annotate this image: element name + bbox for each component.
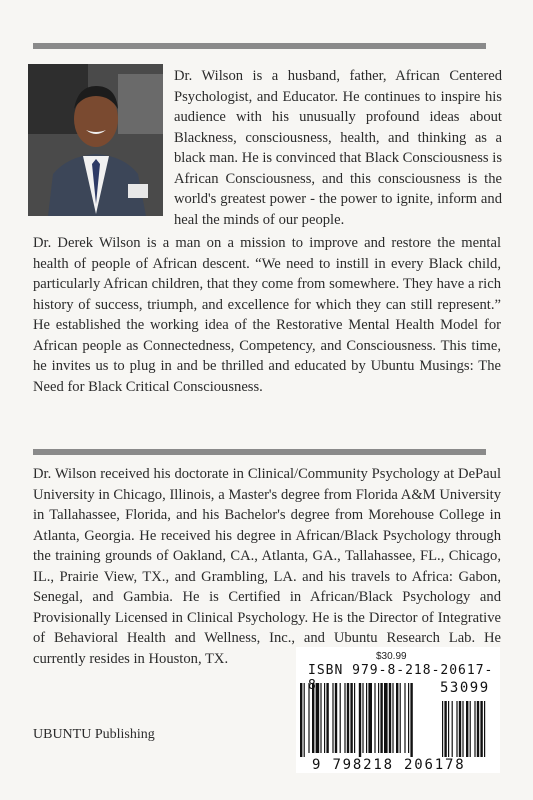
addon-bar (444, 701, 446, 757)
barcode-bar (392, 683, 393, 753)
barcode-bar (359, 683, 361, 757)
addon-bar (456, 701, 457, 757)
barcode-bar (374, 683, 375, 753)
addon-bar (477, 701, 479, 757)
middle-divider (33, 449, 486, 455)
barcode-bar (404, 683, 405, 753)
author-portrait-image (28, 64, 163, 216)
addon-bar (466, 701, 468, 757)
barcode-bar (347, 683, 349, 753)
author-credentials-paragraph: Dr. Wilson received his doctorate in Clinical/Community Psychology at DePaul University in Chicago, Illinois, a Master's degree from Florida A&M University in Tallahassee, Florida, and his Bachelor's degree from Morehouse College in Atlanta, Georgia. He received his degree in African/Black Psychology through the training grounds of Oakland, CA., Atlanta, GA., Tallahassee, FL., Chicago, IL., Prairie View, TX., and Grambling, LA. and his travels to Africa: Gabon, Senegal, and Gambia. He is Certified in African/Black Psychology and Provisionally Licensed in Clinical Psychology. He is the Director of Integrative of Behavioral Health and Wellness, Inc., and Ubuntu Research Lab. He currently resides in Houston, TX. (33, 466, 501, 667)
barcode-bar (384, 683, 388, 753)
addon-bar (474, 701, 475, 757)
barcode-bar (326, 683, 328, 753)
author-photo (28, 64, 163, 216)
barcode-bar (378, 683, 379, 753)
price-addon-code: 53099 (440, 680, 490, 696)
barcode-bar (354, 683, 355, 753)
author-mission-paragraph: Dr. Derek Wilson is a man on a mission to improve and restore the mental health of people of African descent. “We need to instill in every Black child, particularly African children, that they come from somewhere. They have a rich history of success, triumph, and excellence for which they can still represent.” He established the working idea of the Restorative Mental Health Model for African people as Connectedness, Competency, and Consciousness. This time, he invites us to plug in and be thrilled and educated by Ubuntu Musings: The Need for Black Critical Consciousness. (33, 235, 501, 395)
barcode-bar (304, 683, 305, 757)
price-label: $30.99 (376, 651, 407, 662)
addon-bar (470, 701, 471, 757)
barcode-bar (324, 683, 325, 753)
barcode-bar (408, 683, 409, 753)
addon-bar (448, 701, 449, 757)
barcode-bar (308, 683, 309, 753)
addon-bar (442, 701, 443, 757)
addon-bar (459, 701, 461, 757)
barcode-bar (380, 683, 382, 753)
addon-bar (480, 701, 482, 757)
barcode-bar (340, 683, 341, 753)
top-divider (33, 43, 486, 49)
barcode-bar (396, 683, 398, 753)
barcode-bar (312, 683, 314, 753)
barcode-bar (320, 683, 321, 753)
barcode-bar (400, 683, 401, 753)
author-bio-intro: Dr. Wilson is a husband, father, African Centered Psychologist, and Educator. He continues to inspire his audience with his unusually profound ideas about Blackness, consciousness, health, and thinking as a black man. He is convinced that Black Consciousness is African Consciousness, and this consciousness is the world's greatest power - the power to ignite, inform and heal the minds of our people. (174, 68, 502, 228)
barcode-bar (300, 683, 302, 757)
addon-bar (484, 701, 485, 757)
barcode-bar (368, 683, 372, 753)
barcode-bar (410, 683, 412, 757)
isbn-label: ISBN 979-8-218-20617- (308, 663, 494, 678)
barcode-bar (389, 683, 391, 753)
barcode-bar (335, 683, 337, 753)
addon-bar (462, 701, 463, 757)
barcode-bar (332, 683, 333, 753)
barcode-bar (350, 683, 352, 753)
ean-number: 9 798218 206178 (312, 757, 466, 773)
addon-bar (452, 701, 453, 757)
barcode-bar (366, 683, 367, 753)
barcode-bar (344, 683, 345, 753)
publisher-name: UBUNTU Publishing (33, 727, 155, 742)
barcode-bar (316, 683, 320, 753)
barcode-bar (362, 683, 363, 753)
